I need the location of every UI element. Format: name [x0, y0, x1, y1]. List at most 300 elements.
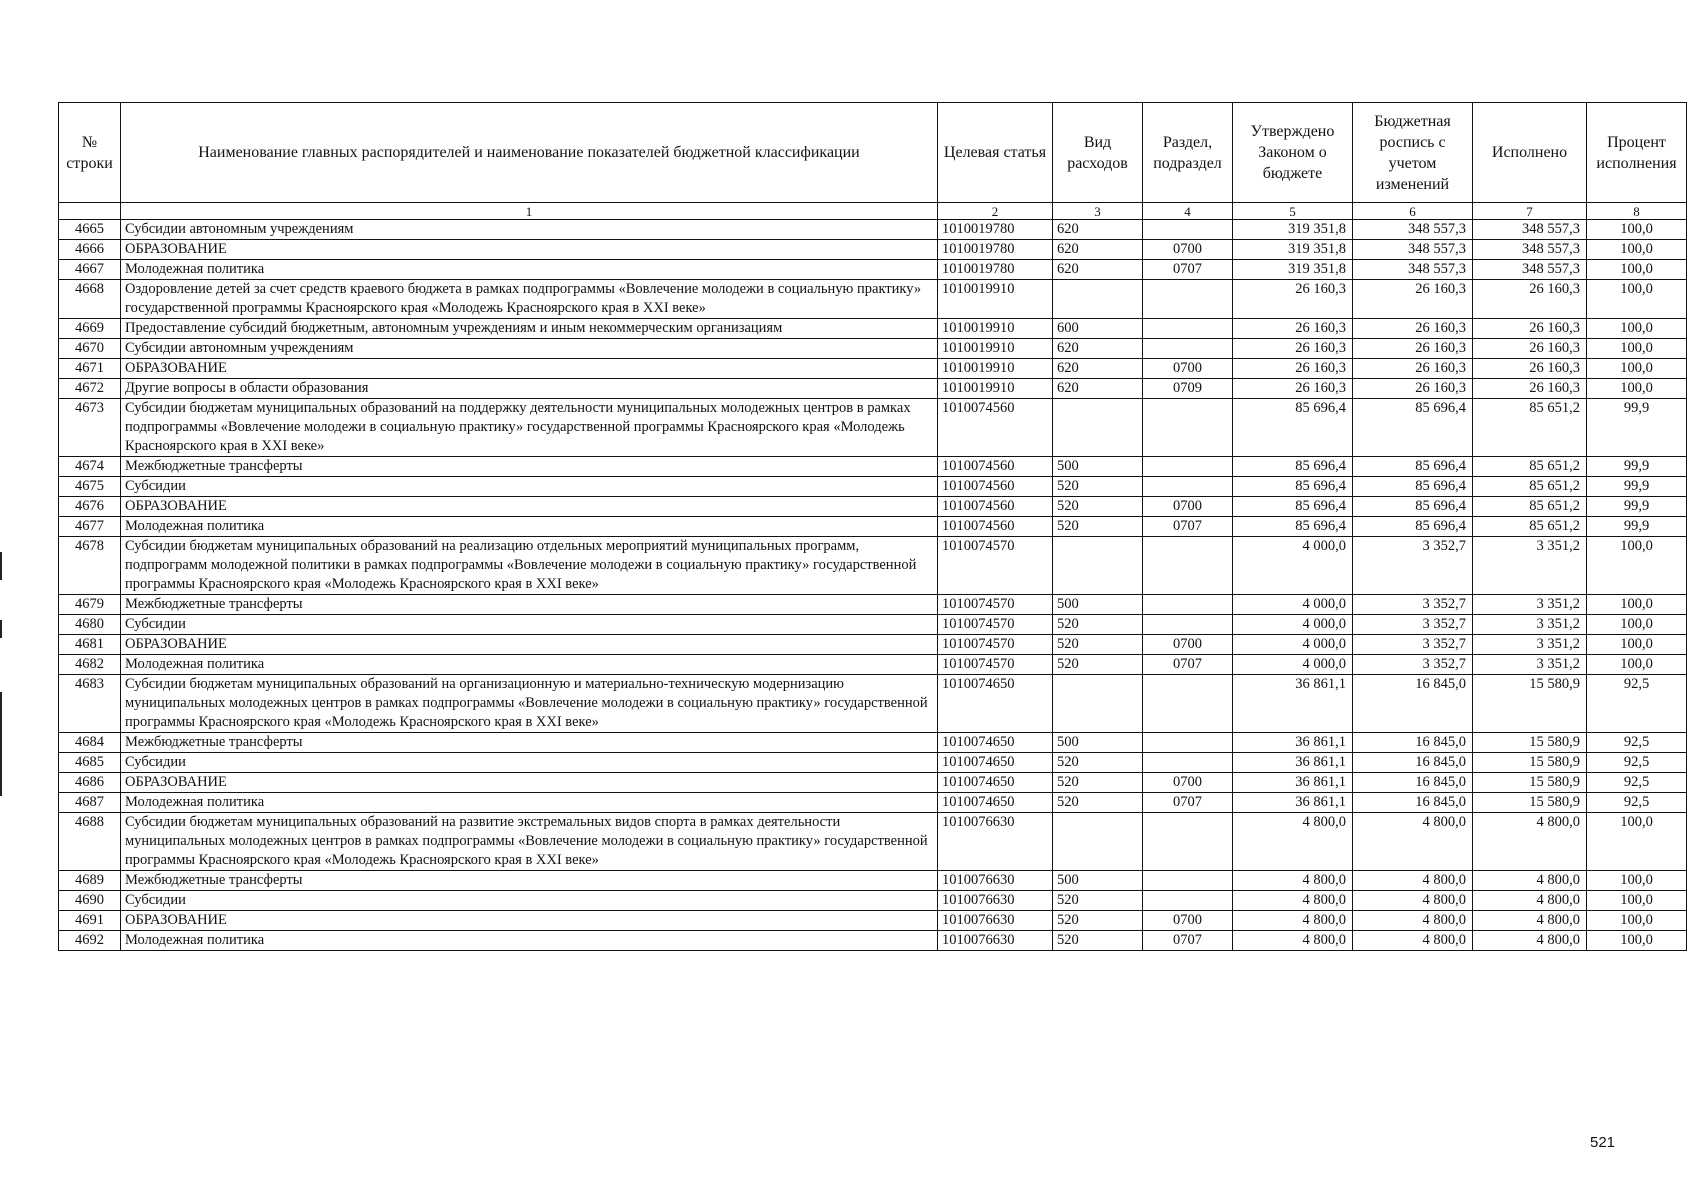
expense-type: 620 — [1053, 339, 1143, 359]
schedule-value: 348 557,3 — [1353, 240, 1473, 260]
row-number: 4675 — [59, 477, 121, 497]
approved-value: 26 160,3 — [1233, 379, 1353, 399]
schedule-value: 16 845,0 — [1353, 793, 1473, 813]
table-row — [59, 319, 1687, 339]
table-row — [59, 595, 1687, 615]
margin-mark — [0, 620, 2, 638]
approved-value: 4 000,0 — [1233, 537, 1353, 595]
section-code: 0707 — [1143, 931, 1233, 951]
header-row-number: № строки — [59, 103, 121, 203]
executed-value: 15 580,9 — [1473, 793, 1587, 813]
expense-type: 520 — [1053, 773, 1143, 793]
row-number: 4672 — [59, 379, 121, 399]
schedule-value: 85 696,4 — [1353, 497, 1473, 517]
row-number: 4686 — [59, 773, 121, 793]
percent-value: 100,0 — [1587, 379, 1687, 399]
target-article: 1010074570 — [938, 635, 1053, 655]
column-number: 7 — [1473, 203, 1587, 220]
row-number: 4676 — [59, 497, 121, 517]
table-row — [59, 379, 1687, 399]
executed-value: 3 351,2 — [1473, 655, 1587, 675]
schedule-value: 85 696,4 — [1353, 477, 1473, 497]
row-number: 4688 — [59, 813, 121, 871]
target-article: 1010076630 — [938, 931, 1053, 951]
approved-value: 4 000,0 — [1233, 615, 1353, 635]
executed-value: 15 580,9 — [1473, 733, 1587, 753]
row-number: 4684 — [59, 733, 121, 753]
percent-value: 99,9 — [1587, 399, 1687, 457]
row-name: Предоставление субсидий бюджетным, автономным учреждениям и иным некоммерческим организациям — [121, 319, 938, 339]
header-name: Наименование главных распорядителей и наименование показателей бюджетной классификации — [121, 103, 938, 203]
section-code — [1143, 477, 1233, 497]
percent-value: 99,9 — [1587, 457, 1687, 477]
row-name: Субсидии бюджетам муниципальных образований на реализацию отдельных мероприятий муниципальных программ, подпрограмм молодежной политики в рамках подпрограммы «Вовлечение молодежи в социальную практику» государственной программы Красноярского края «Молодежь Красноярского края в XXI веке» — [121, 537, 938, 595]
row-name: Молодежная политика — [121, 931, 938, 951]
expense-type: 520 — [1053, 635, 1143, 655]
percent-value: 99,9 — [1587, 477, 1687, 497]
percent-value: 100,0 — [1587, 339, 1687, 359]
schedule-value: 85 696,4 — [1353, 517, 1473, 537]
expense-type: 500 — [1053, 871, 1143, 891]
schedule-value: 26 160,3 — [1353, 339, 1473, 359]
section-code — [1143, 675, 1233, 733]
approved-value: 4 800,0 — [1233, 931, 1353, 951]
executed-value: 85 651,2 — [1473, 399, 1587, 457]
executed-value: 26 160,3 — [1473, 319, 1587, 339]
approved-value: 319 351,8 — [1233, 240, 1353, 260]
percent-value: 99,9 — [1587, 517, 1687, 537]
executed-value: 85 651,2 — [1473, 457, 1587, 477]
approved-value: 4 800,0 — [1233, 871, 1353, 891]
column-number: 2 — [938, 203, 1053, 220]
target-article: 1010019910 — [938, 339, 1053, 359]
expense-type: 520 — [1053, 793, 1143, 813]
percent-value: 100,0 — [1587, 615, 1687, 635]
row-name: Молодежная политика — [121, 517, 938, 537]
approved-value: 85 696,4 — [1233, 517, 1353, 537]
table-row — [59, 891, 1687, 911]
row-name: ОБРАЗОВАНИЕ — [121, 911, 938, 931]
schedule-value: 26 160,3 — [1353, 280, 1473, 319]
schedule-value: 4 800,0 — [1353, 911, 1473, 931]
table-row — [59, 399, 1687, 457]
section-code: 0700 — [1143, 773, 1233, 793]
executed-value: 4 800,0 — [1473, 813, 1587, 871]
row-number: 4678 — [59, 537, 121, 595]
percent-value: 92,5 — [1587, 793, 1687, 813]
section-code: 0700 — [1143, 911, 1233, 931]
row-name: Субсидии бюджетам муниципальных образований на поддержку деятельности муниципальных молодежных центров в рамках подпрограммы «Вовлечение молодежи в социальную практику» государственной программы Красноярского края «Молодежь Красноярского края в XXI веке» — [121, 399, 938, 457]
table-row — [59, 793, 1687, 813]
expense-type: 520 — [1053, 655, 1143, 675]
row-name: Субсидии автономным учреждениям — [121, 220, 938, 240]
expense-type: 520 — [1053, 517, 1143, 537]
executed-value: 85 651,2 — [1473, 517, 1587, 537]
expense-type — [1053, 399, 1143, 457]
row-name: Молодежная политика — [121, 655, 938, 675]
budget-table — [58, 102, 1687, 951]
table-row — [59, 753, 1687, 773]
section-code: 0709 — [1143, 379, 1233, 399]
table-row — [59, 537, 1687, 595]
table-row — [59, 773, 1687, 793]
column-number: 4 — [1143, 203, 1233, 220]
row-name: Субсидии — [121, 615, 938, 635]
executed-value: 4 800,0 — [1473, 871, 1587, 891]
expense-type — [1053, 675, 1143, 733]
percent-value: 100,0 — [1587, 280, 1687, 319]
target-article: 1010019910 — [938, 379, 1053, 399]
row-name: Межбюджетные трансферты — [121, 733, 938, 753]
row-number: 4668 — [59, 280, 121, 319]
row-number: 4667 — [59, 260, 121, 280]
section-code: 0707 — [1143, 517, 1233, 537]
row-name: Оздоровление детей за счет средств краевого бюджета в рамках подпрограммы «Вовлечение молодежи в социальную практику» государственной программы Красноярского края «Молодежь Красноярского края в XXI веке» — [121, 280, 938, 319]
table-row — [59, 517, 1687, 537]
target-article: 1010076630 — [938, 911, 1053, 931]
percent-value: 100,0 — [1587, 871, 1687, 891]
header-section: Раздел, подраздел — [1143, 103, 1233, 203]
target-article: 1010074570 — [938, 537, 1053, 595]
approved-value: 319 351,8 — [1233, 220, 1353, 240]
executed-value: 3 351,2 — [1473, 595, 1587, 615]
column-number: 3 — [1053, 203, 1143, 220]
approved-value: 36 861,1 — [1233, 793, 1353, 813]
target-article: 1010076630 — [938, 891, 1053, 911]
executed-value: 15 580,9 — [1473, 753, 1587, 773]
approved-value: 26 160,3 — [1233, 280, 1353, 319]
row-number: 4687 — [59, 793, 121, 813]
row-number: 4682 — [59, 655, 121, 675]
column-number: 6 — [1353, 203, 1473, 220]
section-code: 0707 — [1143, 655, 1233, 675]
approved-value: 4 000,0 — [1233, 635, 1353, 655]
expense-type: 520 — [1053, 615, 1143, 635]
target-article: 1010074560 — [938, 399, 1053, 457]
row-number: 4683 — [59, 675, 121, 733]
row-name: Субсидии автономным учреждениям — [121, 339, 938, 359]
schedule-value: 4 800,0 — [1353, 891, 1473, 911]
expense-type: 520 — [1053, 931, 1143, 951]
table-row — [59, 240, 1687, 260]
approved-value: 26 160,3 — [1233, 319, 1353, 339]
margin-mark — [0, 552, 2, 580]
row-name: ОБРАЗОВАНИЕ — [121, 497, 938, 517]
section-code: 0700 — [1143, 635, 1233, 655]
executed-value: 4 800,0 — [1473, 911, 1587, 931]
target-article: 1010074560 — [938, 477, 1053, 497]
approved-value: 85 696,4 — [1233, 497, 1353, 517]
executed-value: 348 557,3 — [1473, 260, 1587, 280]
approved-value: 36 861,1 — [1233, 733, 1353, 753]
row-name: Субсидии — [121, 477, 938, 497]
section-code — [1143, 891, 1233, 911]
section-code: 0700 — [1143, 359, 1233, 379]
expense-type: 620 — [1053, 379, 1143, 399]
percent-value: 100,0 — [1587, 260, 1687, 280]
percent-value: 100,0 — [1587, 931, 1687, 951]
row-number: 4692 — [59, 931, 121, 951]
section-code — [1143, 615, 1233, 635]
row-name: Субсидии бюджетам муниципальных образований на развитие экстремальных видов спорта в рамках деятельности муниципальных молодежных центров в рамках подпрограммы «Вовлечение молодежи в социальную практику» государственной программы Красноярского края «Молодежь Красноярского края в XXI веке» — [121, 813, 938, 871]
target-article: 1010076630 — [938, 871, 1053, 891]
table-row — [59, 477, 1687, 497]
table-row — [59, 675, 1687, 733]
row-number: 4680 — [59, 615, 121, 635]
row-number: 4690 — [59, 891, 121, 911]
target-article: 1010074570 — [938, 595, 1053, 615]
approved-value: 26 160,3 — [1233, 339, 1353, 359]
row-name: Субсидии бюджетам муниципальных образований на организационную и материально-техническую модернизацию муниципальных молодежных центров в рамках подпрограммы «Вовлечение молодежи в социальную практику» государственной программы Красноярского края «Молодежь Красноярского края в XXI веке» — [121, 675, 938, 733]
target-article: 1010019910 — [938, 319, 1053, 339]
schedule-value: 26 160,3 — [1353, 319, 1473, 339]
row-number: 4671 — [59, 359, 121, 379]
expense-type — [1053, 537, 1143, 595]
executed-value: 26 160,3 — [1473, 339, 1587, 359]
schedule-value: 85 696,4 — [1353, 457, 1473, 477]
expense-type: 500 — [1053, 595, 1143, 615]
executed-value: 3 351,2 — [1473, 615, 1587, 635]
approved-value: 4 000,0 — [1233, 595, 1353, 615]
table-row — [59, 871, 1687, 891]
expense-type: 520 — [1053, 477, 1143, 497]
target-article: 1010074650 — [938, 733, 1053, 753]
percent-value: 100,0 — [1587, 537, 1687, 595]
row-number: 4689 — [59, 871, 121, 891]
expense-type: 520 — [1053, 891, 1143, 911]
percent-value: 92,5 — [1587, 773, 1687, 793]
approved-value: 4 800,0 — [1233, 911, 1353, 931]
expense-type: 620 — [1053, 240, 1143, 260]
row-number: 4669 — [59, 319, 121, 339]
header-target-article: Целевая статья — [938, 103, 1053, 203]
percent-value: 100,0 — [1587, 813, 1687, 871]
target-article: 1010076630 — [938, 813, 1053, 871]
approved-value: 36 861,1 — [1233, 675, 1353, 733]
section-code — [1143, 319, 1233, 339]
section-code — [1143, 220, 1233, 240]
section-code — [1143, 399, 1233, 457]
row-name: ОБРАЗОВАНИЕ — [121, 635, 938, 655]
executed-value: 348 557,3 — [1473, 220, 1587, 240]
row-name: Молодежная политика — [121, 793, 938, 813]
schedule-value: 26 160,3 — [1353, 359, 1473, 379]
row-number: 4670 — [59, 339, 121, 359]
target-article: 1010019910 — [938, 280, 1053, 319]
executed-value: 3 351,2 — [1473, 537, 1587, 595]
table-row — [59, 339, 1687, 359]
schedule-value: 16 845,0 — [1353, 753, 1473, 773]
percent-value: 100,0 — [1587, 891, 1687, 911]
approved-value: 85 696,4 — [1233, 399, 1353, 457]
target-article: 1010074570 — [938, 615, 1053, 635]
table-row — [59, 457, 1687, 477]
row-number: 4681 — [59, 635, 121, 655]
target-article: 1010019910 — [938, 359, 1053, 379]
column-number — [59, 203, 121, 220]
schedule-value: 85 696,4 — [1353, 399, 1473, 457]
approved-value: 85 696,4 — [1233, 457, 1353, 477]
section-code — [1143, 733, 1233, 753]
section-code — [1143, 813, 1233, 871]
header-expense-type: Вид расходов — [1053, 103, 1143, 203]
table-row — [59, 813, 1687, 871]
column-number: 8 — [1587, 203, 1687, 220]
section-code: 0707 — [1143, 260, 1233, 280]
executed-value: 26 160,3 — [1473, 280, 1587, 319]
schedule-value: 26 160,3 — [1353, 379, 1473, 399]
schedule-value: 4 800,0 — [1353, 931, 1473, 951]
schedule-value: 3 352,7 — [1353, 595, 1473, 615]
percent-value: 100,0 — [1587, 359, 1687, 379]
expense-type — [1053, 813, 1143, 871]
percent-value: 92,5 — [1587, 733, 1687, 753]
target-article: 1010074560 — [938, 497, 1053, 517]
schedule-value: 16 845,0 — [1353, 773, 1473, 793]
schedule-value: 3 352,7 — [1353, 615, 1473, 635]
percent-value: 99,9 — [1587, 497, 1687, 517]
section-code — [1143, 753, 1233, 773]
target-article: 1010019780 — [938, 240, 1053, 260]
column-number: 5 — [1233, 203, 1353, 220]
row-number: 4665 — [59, 220, 121, 240]
schedule-value: 4 800,0 — [1353, 871, 1473, 891]
row-name: Субсидии — [121, 753, 938, 773]
column-number: 1 — [121, 203, 938, 220]
executed-value: 348 557,3 — [1473, 240, 1587, 260]
section-code — [1143, 457, 1233, 477]
schedule-value: 348 557,3 — [1353, 260, 1473, 280]
executed-value: 3 351,2 — [1473, 635, 1587, 655]
target-article: 1010019780 — [938, 260, 1053, 280]
percent-value: 100,0 — [1587, 595, 1687, 615]
target-article: 1010074650 — [938, 753, 1053, 773]
section-code: 0700 — [1143, 497, 1233, 517]
expense-type: 520 — [1053, 497, 1143, 517]
approved-value: 36 861,1 — [1233, 773, 1353, 793]
table-row — [59, 931, 1687, 951]
percent-value: 100,0 — [1587, 655, 1687, 675]
target-article: 1010074650 — [938, 675, 1053, 733]
approved-value: 4 800,0 — [1233, 891, 1353, 911]
approved-value: 4 800,0 — [1233, 813, 1353, 871]
table-row — [59, 359, 1687, 379]
schedule-value: 3 352,7 — [1353, 655, 1473, 675]
row-name: Другие вопросы в области образования — [121, 379, 938, 399]
approved-value: 26 160,3 — [1233, 359, 1353, 379]
section-code — [1143, 339, 1233, 359]
executed-value: 4 800,0 — [1473, 891, 1587, 911]
executed-value: 4 800,0 — [1473, 931, 1587, 951]
row-number: 4679 — [59, 595, 121, 615]
expense-type: 520 — [1053, 753, 1143, 773]
target-article: 1010019780 — [938, 220, 1053, 240]
table-row — [59, 733, 1687, 753]
header-budget-schedule: Бюджетная роспись с учетом изменений — [1353, 103, 1473, 203]
page-number: 521 — [1590, 1134, 1616, 1151]
table-header — [59, 103, 1687, 220]
percent-value: 100,0 — [1587, 220, 1687, 240]
expense-type: 500 — [1053, 457, 1143, 477]
table-row — [59, 260, 1687, 280]
row-number: 4677 — [59, 517, 121, 537]
percent-value: 100,0 — [1587, 240, 1687, 260]
table-row — [59, 220, 1687, 240]
row-name: ОБРАЗОВАНИЕ — [121, 240, 938, 260]
section-code — [1143, 280, 1233, 319]
expense-type: 620 — [1053, 260, 1143, 280]
percent-value: 100,0 — [1587, 911, 1687, 931]
row-number: 4685 — [59, 753, 121, 773]
section-code — [1143, 871, 1233, 891]
executed-value: 85 651,2 — [1473, 497, 1587, 517]
percent-value: 92,5 — [1587, 675, 1687, 733]
schedule-value: 4 800,0 — [1353, 813, 1473, 871]
header-approved: Утверждено Законом о бюджете — [1233, 103, 1353, 203]
schedule-value: 348 557,3 — [1353, 220, 1473, 240]
row-name: Молодежная политика — [121, 260, 938, 280]
table-row — [59, 615, 1687, 635]
margin-mark — [0, 692, 2, 796]
expense-type — [1053, 280, 1143, 319]
executed-value: 26 160,3 — [1473, 359, 1587, 379]
executed-value: 15 580,9 — [1473, 773, 1587, 793]
schedule-value: 16 845,0 — [1353, 675, 1473, 733]
approved-value: 319 351,8 — [1233, 260, 1353, 280]
percent-value: 100,0 — [1587, 319, 1687, 339]
approved-value: 4 000,0 — [1233, 655, 1353, 675]
executed-value: 26 160,3 — [1473, 379, 1587, 399]
approved-value: 36 861,1 — [1233, 753, 1353, 773]
target-article: 1010074650 — [938, 773, 1053, 793]
expense-type: 500 — [1053, 733, 1143, 753]
row-number: 4674 — [59, 457, 121, 477]
table-body — [59, 220, 1687, 951]
schedule-value: 3 352,7 — [1353, 635, 1473, 655]
executed-value: 15 580,9 — [1473, 675, 1587, 733]
table-row — [59, 635, 1687, 655]
target-article: 1010074570 — [938, 655, 1053, 675]
table-row — [59, 497, 1687, 517]
target-article: 1010074560 — [938, 517, 1053, 537]
section-code: 0700 — [1143, 240, 1233, 260]
header-percent: Процент исполнения — [1587, 103, 1687, 203]
schedule-value: 16 845,0 — [1353, 733, 1473, 753]
section-code — [1143, 595, 1233, 615]
expense-type: 520 — [1053, 911, 1143, 931]
schedule-value: 3 352,7 — [1353, 537, 1473, 595]
expense-type: 620 — [1053, 220, 1143, 240]
expense-type: 620 — [1053, 359, 1143, 379]
row-name: Межбюджетные трансферты — [121, 457, 938, 477]
approved-value: 85 696,4 — [1233, 477, 1353, 497]
table-row — [59, 911, 1687, 931]
section-code — [1143, 537, 1233, 595]
row-number: 4691 — [59, 911, 121, 931]
table-row — [59, 655, 1687, 675]
section-code: 0707 — [1143, 793, 1233, 813]
row-name: Межбюджетные трансферты — [121, 871, 938, 891]
target-article: 1010074560 — [938, 457, 1053, 477]
expense-type: 600 — [1053, 319, 1143, 339]
percent-value: 100,0 — [1587, 635, 1687, 655]
table-row — [59, 280, 1687, 319]
row-name: ОБРАЗОВАНИЕ — [121, 359, 938, 379]
row-number: 4666 — [59, 240, 121, 260]
header-executed: Исполнено — [1473, 103, 1587, 203]
row-number: 4673 — [59, 399, 121, 457]
executed-value: 85 651,2 — [1473, 477, 1587, 497]
